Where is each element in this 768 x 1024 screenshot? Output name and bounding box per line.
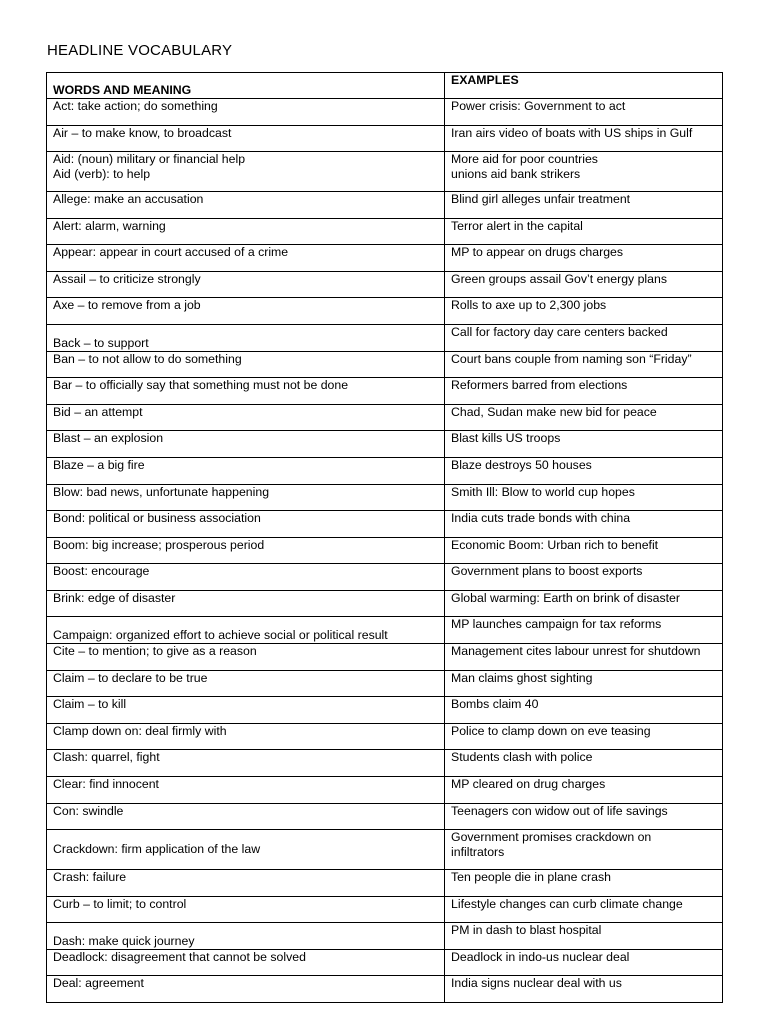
example-cell: Terror alert in the capital (445, 218, 723, 245)
word-cell: Appear: appear in court accused of a crime (47, 245, 445, 272)
table-row (47, 298, 723, 325)
word-cell: Ban – to not allow to do something (47, 351, 445, 378)
table-row (47, 457, 723, 484)
word-cell: Clear: find innocent (47, 777, 445, 804)
word-cell: Curb – to limit; to control (47, 896, 445, 923)
example-cell: MP launches campaign for tax reforms (445, 617, 723, 644)
word-line: Aid: (noun) military or financial help (53, 152, 246, 167)
word-line: Aid (verb): to help (53, 167, 151, 182)
example-cell: Ten people die in plane crash (445, 870, 723, 897)
example-cell: Blast kills US troops (445, 431, 723, 458)
word-cell: Crash: failure (47, 870, 445, 897)
table-row (47, 431, 723, 458)
word-cell: Blast – an explosion (47, 431, 445, 458)
table-row (47, 271, 723, 298)
example-cell: Green groups assail Gov’t energy plans (445, 271, 723, 298)
word-cell (47, 152, 445, 192)
word-cell: Assail – to criticize strongly (47, 271, 445, 298)
word-cell: Blow: bad news, unfortunate happening (47, 484, 445, 511)
word-cell: Con: swindle (47, 803, 445, 830)
word-cell: Claim – to declare to be true (47, 670, 445, 697)
table-row (47, 125, 723, 152)
header-examples: EXAMPLES (445, 73, 723, 99)
example-cell: Police to clamp down on eve teasing (445, 723, 723, 750)
word-cell: Claim – to kill (47, 697, 445, 724)
word-cell: Crackdown: firm application of the law (47, 830, 445, 870)
example-cell: Blaze destroys 50 houses (445, 457, 723, 484)
example-cell: Blind girl alleges unfair treatment (445, 191, 723, 218)
word-cell: Air – to make know, to broadcast (47, 125, 445, 152)
table-row (47, 191, 723, 218)
example-cell: Students clash with police (445, 750, 723, 777)
example-cell: Economic Boom: Urban rich to benefit (445, 537, 723, 564)
table-row (47, 218, 723, 245)
table-row (47, 404, 723, 431)
example-cell (445, 152, 723, 192)
table-row (47, 378, 723, 405)
table-row (47, 750, 723, 777)
table-row (47, 830, 723, 870)
example-cell: PM in dash to blast hospital (445, 923, 723, 950)
example-cell: India signs nuclear deal with us (445, 976, 723, 1003)
example-cell: Government plans to boost exports (445, 564, 723, 591)
example-cell: Lifestyle changes can curb climate change (445, 896, 723, 923)
word-cell: Alert: alarm, warning (47, 218, 445, 245)
word-cell: Boom: big increase; prosperous period (47, 537, 445, 564)
example-cell: Power crisis: Government to act (445, 99, 723, 126)
example-cell: India cuts trade bonds with china (445, 511, 723, 538)
table-row (47, 949, 723, 976)
word-cell: Axe – to remove from a job (47, 298, 445, 325)
word-cell: Campaign: organized effort to achieve social or political result (47, 617, 445, 644)
word-cell: Blaze – a big fire (47, 457, 445, 484)
example-line: infiltrators (451, 845, 505, 860)
table-row (47, 564, 723, 591)
word-cell: Allege: make an accusation (47, 191, 445, 218)
example-cell: Global warming: Earth on brink of disaster (445, 590, 723, 617)
word-cell: Cite – to mention; to give as a reason (47, 644, 445, 671)
table-row (47, 976, 723, 1003)
table-row (47, 697, 723, 724)
page-title: HEADLINE VOCABULARY (47, 42, 233, 59)
table-row (47, 324, 723, 351)
example-cell: Teenagers con widow out of life savings (445, 803, 723, 830)
table-header-row (47, 73, 723, 99)
example-cell: Deadlock in indo-us nuclear deal (445, 949, 723, 976)
table-row (47, 152, 723, 192)
table-row (47, 777, 723, 804)
word-cell: Bar – to officially say that something must not be done (47, 378, 445, 405)
example-line: Government promises crackdown on (451, 830, 652, 845)
word-cell: Deadlock: disagreement that cannot be solved (47, 949, 445, 976)
word-cell: Brink: edge of disaster (47, 590, 445, 617)
table-row (47, 484, 723, 511)
word-cell: Act: take action; do something (47, 99, 445, 126)
word-cell: Boost: encourage (47, 564, 445, 591)
table-row (47, 723, 723, 750)
word-cell: Back – to support (47, 324, 445, 351)
example-cell: Court bans couple from naming son “Friday” (445, 351, 723, 378)
example-cell: Chad, Sudan make new bid for peace (445, 404, 723, 431)
table-row (47, 590, 723, 617)
table-row (47, 617, 723, 644)
table-row (47, 537, 723, 564)
example-cell: Management cites labour unrest for shutdown (445, 644, 723, 671)
example-cell: Iran airs video of boats with US ships in Gulf (445, 125, 723, 152)
table-row (47, 923, 723, 950)
example-cell: MP to appear on drugs charges (445, 245, 723, 272)
word-cell: Clash: quarrel, fight (47, 750, 445, 777)
word-cell: Dash: make quick journey (47, 923, 445, 950)
table-row (47, 511, 723, 538)
table-row (47, 245, 723, 272)
table-row (47, 351, 723, 378)
example-cell: Reformers barred from elections (445, 378, 723, 405)
table-row (47, 670, 723, 697)
example-cell (445, 830, 723, 870)
vocabulary-table (46, 72, 723, 1003)
word-cell: Deal: agreement (47, 976, 445, 1003)
header-words-and-meaning: WORDS AND MEANING (47, 73, 445, 99)
example-cell: Call for factory day care centers backed (445, 324, 723, 351)
example-line: More aid for poor countries (451, 152, 598, 167)
table-row (47, 99, 723, 126)
table-row (47, 803, 723, 830)
example-cell: Man claims ghost sighting (445, 670, 723, 697)
word-cell: Clamp down on: deal firmly with (47, 723, 445, 750)
example-cell: Rolls to axe up to 2,300 jobs (445, 298, 723, 325)
table-row (47, 896, 723, 923)
table-row (47, 644, 723, 671)
table-row (47, 870, 723, 897)
example-cell: Smith Ill: Blow to world cup hopes (445, 484, 723, 511)
word-cell: Bid – an attempt (47, 404, 445, 431)
example-cell: MP cleared on drug charges (445, 777, 723, 804)
word-cell: Bond: political or business association (47, 511, 445, 538)
example-line: unions aid bank strikers (451, 167, 581, 182)
example-cell: Bombs claim 40 (445, 697, 723, 724)
